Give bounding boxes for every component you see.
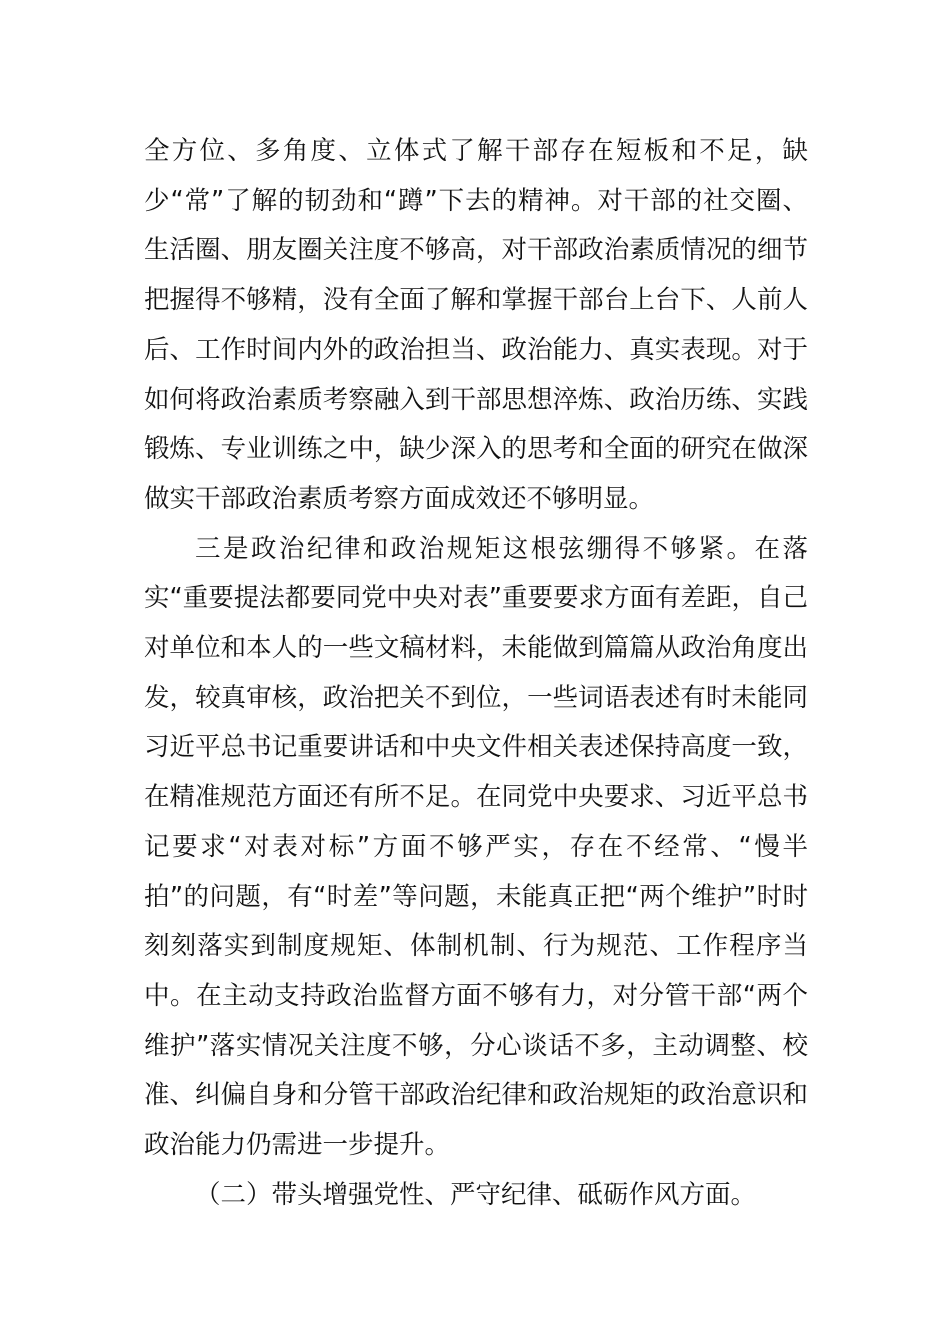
section-heading: （二）带头增强党性、严守纪律、砥砺作风方面。 [195,1179,757,1210]
document-body [144,127,808,1220]
body-paragraph-2: 三是政治纪律和政治规矩这根弦绷得不够紧。在落实“重要提法都要同党中央对表”重要要求方面有差距，自己对单位和本人的一些文稿材料，未能做到篇篇从政治角度出发，较真审核，政治把关不到位，一些词语表述有时未能同习近平总书记重要讲话和中央文件相关表述保持高度一致，在精准规范方面还有所不足。在同党中央要求、习近平总书记要求“对表对标”方面不够严实，存在不经常、“慢半拍”的问题，有“时差”等问题，未能真正把“两个维护”时时刻刻落实到制度规矩、体制机制、行为规范、工作程序当中。在主动支持政治监督方面不够有力，对分管干部“两个维护”落实情况关注度不够，分心谈话不多，主动调整、校准、纠偏自身和分管干部政治纪律和政治规矩的政治意识和政治能力仍需进一步提升。 [144,533,808,1161]
body-paragraph-1: 全方位、多角度、立体式了解干部存在短板和不足，缺少“常”了解的韧劲和“蹲”下去的精神。对干部的社交圈、生活圈、朋友圈关注度不够高，对干部政治素质情况的细节把握得不够精，没有全面了解和掌握干部台上台下、人前人后、工作时间内外的政治担当、政治能力、真实表现。对于如何将政治素质考察融入到干部思想淬炼、政治历练、实践锻炼、专业训练之中，缺少深入的思考和全面的研究在做深做实干部政治素质考察方面成效还不够明显。 [144,136,808,514]
